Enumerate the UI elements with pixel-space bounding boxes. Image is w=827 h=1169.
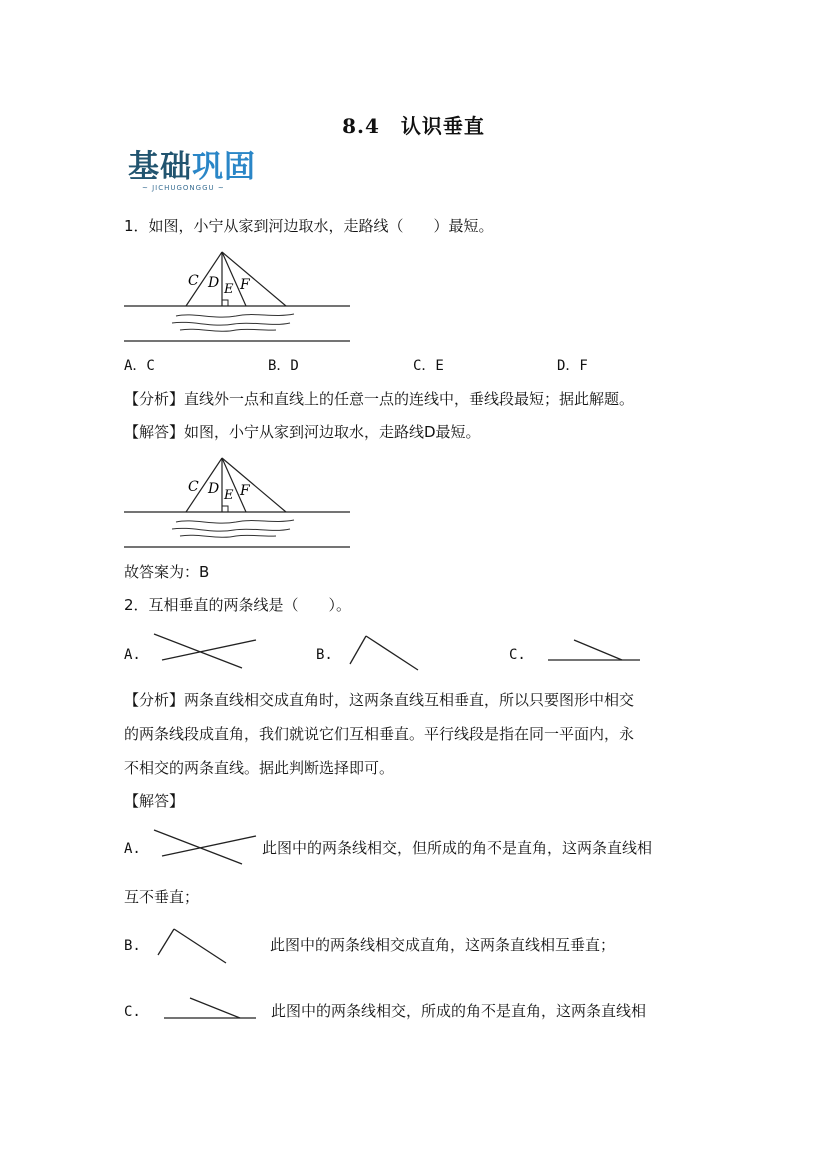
answer-2-heading: 【解答】 <box>124 792 185 810</box>
explain-c-figure <box>160 994 260 1024</box>
option-c: C．E <box>413 358 444 374</box>
analysis-2-line-1: 【分析】两条直线相交成直角时，这两条直线互相垂直，所以只要图形中相交 <box>124 691 635 709</box>
q2-option-b-label: B. <box>316 647 333 663</box>
explain-a-text: 此图中的两条线相交，但所成的角不是直角，这两条直线相 <box>262 839 653 857</box>
path-f <box>222 252 286 306</box>
explain-b-label: B. <box>124 938 141 954</box>
label-f: F <box>240 277 250 293</box>
q2-option-c-figure <box>544 636 644 666</box>
logo-text: 基础巩固 <box>128 149 256 185</box>
label-e: E <box>224 282 234 297</box>
label-e: E <box>224 488 234 503</box>
analysis-2-line-3: 不相交的两条直线。据此判断选择即可。 <box>124 759 395 777</box>
analysis-1: 【分析】直线外一点和直线上的任意一点的连线中，垂线段最短；据此解题。 <box>124 390 635 408</box>
section-logo <box>128 150 278 194</box>
analysis-2-line-2: 的两条线段成直角，我们就说它们互相垂直。平行线段是指在同一平面内，永 <box>124 725 635 743</box>
page-title: 8.4 认识垂直 <box>342 114 485 138</box>
river-figure-2 <box>124 454 356 554</box>
question-1-text: 1．如图，小宁从家到河边取水，走路线（ ）最短。 <box>124 217 494 235</box>
explain-b-text: 此图中的两条线相交成直角，这两条直线相互垂直； <box>270 936 616 954</box>
q2-option-b-figure <box>346 632 426 672</box>
explain-c-text: 此图中的两条线相交，所成的角不是直角，这两条直线相 <box>271 1002 647 1020</box>
label-d: D <box>208 481 220 497</box>
river-figure-1 <box>124 248 356 348</box>
explain-b-figure <box>154 925 234 967</box>
question-2-text: 2．互相垂直的两条线是（ ）。 <box>124 596 352 614</box>
option-a: A．C <box>124 358 155 374</box>
explain-a-continued: 互不垂直； <box>124 888 200 906</box>
explain-c-label: C. <box>124 1004 141 1020</box>
final-answer-1: 故答案为：B <box>124 563 210 581</box>
label-d: D <box>208 275 220 291</box>
q2-option-a-figure <box>150 630 260 674</box>
explain-a-label: A. <box>124 841 141 857</box>
q2-option-c-label: C. <box>509 647 526 663</box>
explain-a-figure <box>150 826 260 870</box>
option-b: B．D <box>268 358 299 374</box>
answer-1: 【解答】如图，小宁从家到河边取水，走路线D最短。 <box>124 423 481 441</box>
label-c: C <box>188 479 199 495</box>
label-c: C <box>188 273 199 289</box>
logo-subtitle: ~ JICHUGONGGU ~ <box>142 184 225 192</box>
option-d: D．F <box>557 358 588 374</box>
q2-option-a-label: A. <box>124 647 141 663</box>
label-f: F <box>240 483 250 499</box>
